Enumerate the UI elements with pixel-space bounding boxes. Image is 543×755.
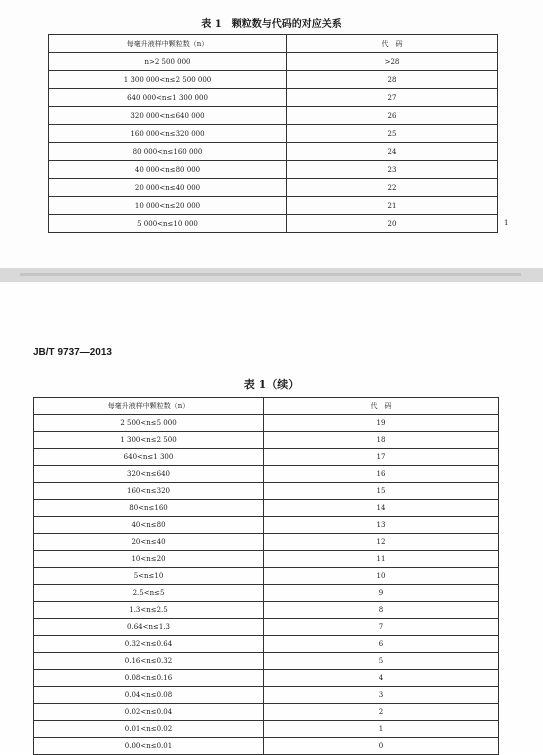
code-cell: 25 [287,125,498,143]
table-title: 表 1 颗粒数与代码的对应关系 [201,19,342,30]
table-row [49,215,498,233]
code-cell: 28 [287,71,498,89]
code-cell: 11 [264,551,499,568]
code-cell: 18 [264,432,499,449]
table-body [34,415,499,755]
code-cell: 4 [264,670,499,687]
table-row [34,602,499,619]
table-row [34,415,499,432]
table-row [34,500,499,517]
table-row [34,449,499,466]
table-row [34,670,499,687]
code-cell: 27 [287,89,498,107]
particle-count-range-cell: 2.5<n≤5 [34,585,264,602]
table-row [34,585,499,602]
table-row [34,534,499,551]
table-row [49,107,498,125]
particle-count-range-cell: 160<n≤320 [34,483,264,500]
particle-count-range-cell: 1 300 000<n≤2 500 000 [49,71,287,89]
code-cell: 6 [264,636,499,653]
particle-count-range-cell: 160 000<n≤320 000 [49,125,287,143]
particle-count-range-cell: 0.64<n≤1.3 [34,619,264,636]
table-row [34,568,499,585]
particle-count-range-cell: 640<n≤1 300 [34,449,264,466]
table-row [49,125,498,143]
table-row [34,432,499,449]
code-cell: 1 [264,721,499,738]
code-cell: 0 [264,738,499,755]
particle-count-range-cell: 640 000<n≤1 300 000 [49,89,287,107]
particle-code-table-continued [33,397,499,755]
page-separator-line [20,273,521,276]
particle-count-range-cell: 0.00<n≤0.01 [34,738,264,755]
page-number: 1 [504,219,509,227]
code-cell: 2 [264,704,499,721]
code-cell: 26 [287,107,498,125]
particle-count-range-cell: 80 000<n≤160 000 [49,143,287,161]
table-row [34,653,499,670]
table-body [49,53,498,233]
particle-count-range-cell: 0.02<n≤0.04 [34,704,264,721]
code-cell: 14 [264,500,499,517]
table-row [34,551,499,568]
code-cell: 17 [264,449,499,466]
table-row [34,619,499,636]
code-cell: 19 [264,415,499,432]
table-title-continued: 表 1（续） [243,378,300,391]
code-cell: 15 [264,483,499,500]
code-cell: 12 [264,534,499,551]
table-row [34,704,499,721]
particle-count-range-cell: 0.32<n≤0.64 [34,636,264,653]
table-row [34,636,499,653]
table-row [49,71,498,89]
particle-count-range-cell: 10 000<n≤20 000 [49,197,287,215]
table-row [34,721,499,738]
table-row [49,161,498,179]
column-header-particle-count: 每毫升液样中颗粒数（n） [34,398,264,415]
particle-count-range-cell: 5 000<n≤10 000 [49,215,287,233]
particle-count-range-cell: 0.08<n≤0.16 [34,670,264,687]
particle-count-range-cell: 0.01<n≤0.02 [34,721,264,738]
table-header-row [34,398,499,415]
code-cell: 10 [264,568,499,585]
table-row [49,53,498,71]
table-row [34,466,499,483]
column-header-code: 代 码 [264,398,499,415]
code-cell: 22 [287,179,498,197]
code-cell: 13 [264,517,499,534]
code-cell: 23 [287,161,498,179]
table-row [34,687,499,704]
document-number: JB/T 9737—2013 [33,347,112,358]
code-cell: 16 [264,466,499,483]
particle-count-range-cell: 0.04<n≤0.08 [34,687,264,704]
code-cell: 5 [264,653,499,670]
table-row [34,483,499,500]
particle-count-range-cell: 5<n≤10 [34,568,264,585]
particle-count-range-cell: 40 000<n≤80 000 [49,161,287,179]
table-row [49,143,498,161]
particle-count-range-cell: n>2 500 000 [49,53,287,71]
code-cell: 21 [287,197,498,215]
particle-code-table [48,34,498,233]
table-row [49,89,498,107]
particle-count-range-cell: 320<n≤640 [34,466,264,483]
particle-count-range-cell: 1.3<n≤2.5 [34,602,264,619]
particle-count-range-cell: 2 500<n≤5 000 [34,415,264,432]
particle-count-range-cell: 80<n≤160 [34,500,264,517]
column-header-code: 代 码 [287,35,498,53]
particle-count-range-cell: 320 000<n≤640 000 [49,107,287,125]
table-row [34,517,499,534]
code-cell: 20 [287,215,498,233]
particle-count-range-cell: 0.16<n≤0.32 [34,653,264,670]
code-cell: 8 [264,602,499,619]
column-header-particle-count: 每毫升液样中颗粒数（n） [49,35,287,53]
particle-count-range-cell: 1 300<n≤2 500 [34,432,264,449]
particle-count-range-cell: 20<n≤40 [34,534,264,551]
code-cell: >28 [287,53,498,71]
table-row [49,197,498,215]
code-cell: 9 [264,585,499,602]
code-cell: 3 [264,687,499,704]
particle-count-range-cell: 40<n≤80 [34,517,264,534]
table-header-row [49,35,498,53]
code-cell: 24 [287,143,498,161]
particle-count-range-cell: 10<n≤20 [34,551,264,568]
code-cell: 7 [264,619,499,636]
particle-count-range-cell: 20 000<n≤40 000 [49,179,287,197]
table-row [49,179,498,197]
